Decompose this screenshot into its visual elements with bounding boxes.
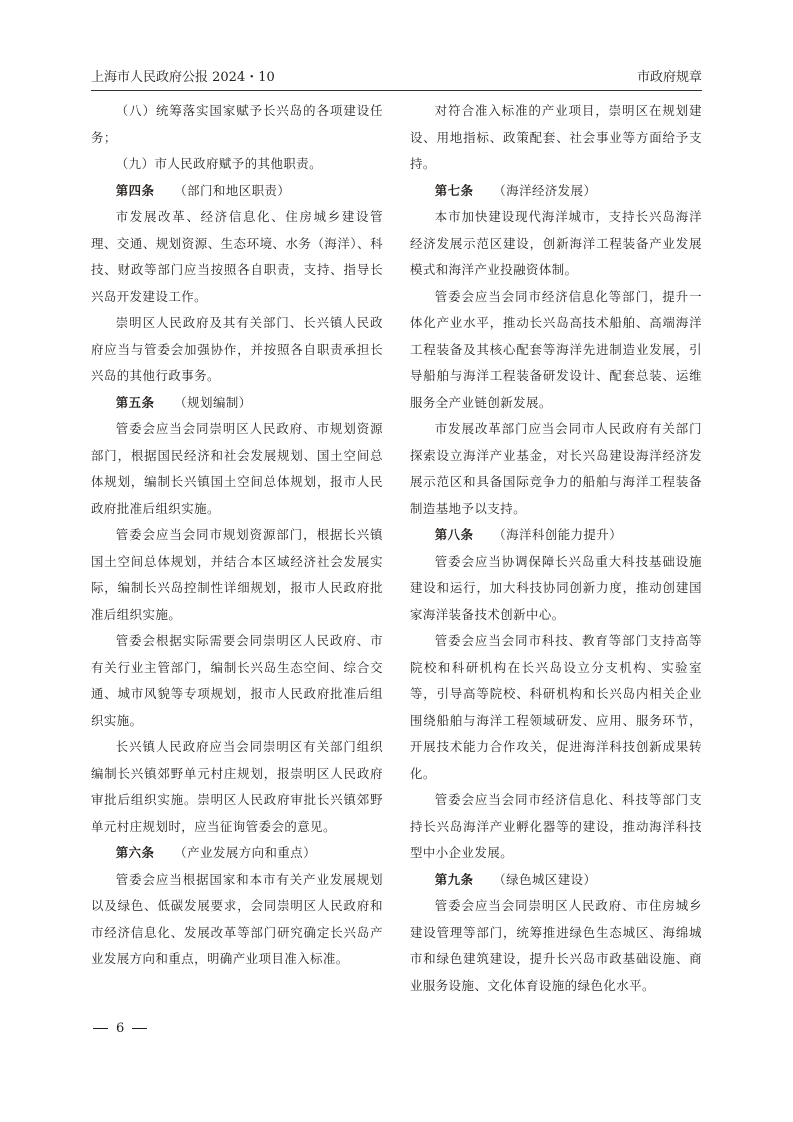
article-title: （规划编制） (174, 394, 252, 410)
paragraph: 管委会应当会同市经济信息化、科技等部门支持长兴岛海洋产业孵化器等的建设，推动海洋科技型中小企业发展。 (410, 792, 702, 860)
paragraph: 管委会根据实际需要会同崇明区人民政府、市有关行业主管部门，编制长兴岛生态空间、综合交通、城市风貌等专项规划，报市人民政府批准后组织实施。 (91, 633, 383, 728)
paragraph: 管委会应当会同市经济信息化等部门，提升一体化产业水平，推动长兴岛高技术船舶、高端海洋工程装备及其核心配套等海洋先进制造业发展，引导船舶与海洋工程装备研发设计、配套总装、运维服务全产业链创新发展。 (410, 288, 702, 410)
article-label: 第七条 (434, 182, 474, 198)
article-heading (410, 178, 702, 205)
paragraph: 崇明区人民政府及其有关部门、长兴镇人民政府应当与管委会加强协作，并按照各自职责承担长兴岛的其他行政事务。 (91, 315, 383, 383)
article-title: （产业发展方向和重点） (174, 845, 317, 860)
right-column (410, 98, 702, 999)
paragraph: 管委会应当会同崇明区人民政府、市住房城乡建设管理等部门，统筹推进绿色生态城区、海绵城市和绿色建筑建设，提升长兴岛市政基础设施、商业服务设施、文化体育设施的绿色化水平。 (410, 898, 702, 993)
article-title: （绿色城区建设） (493, 871, 597, 887)
article-label: 第四条 (115, 182, 155, 198)
paragraph: 对符合准入标准的产业项目，崇明区在规划建设、用地指标、政策配套、社会事业等方面给予支持。 (410, 103, 702, 171)
article-heading (410, 522, 702, 549)
article-title: （海洋科创能力提升） (493, 527, 623, 542)
page-header (91, 66, 702, 88)
paragraph: 管委会应当会同崇明区人民政府、市规划资源部门，根据国民经济和社会发展规划、国土空间总体规划，编制长兴镇国土空间总体规划，报市人民政府批准后组织实施。 (91, 421, 383, 516)
paragraph: 管委会应当根据国家和本市有关产业发展规划以及绿色、低碳发展要求，会同崇明区人民政府和市经济信息化、发展改革等部门研究确定长兴岛产业发展方向和重点，明确产业项目准入标准。 (91, 871, 383, 966)
article-heading (410, 867, 702, 894)
paragraph: 市发展改革部门应当会同市人民政府有关部门探索设立海洋产业基金，对长兴岛建设海洋经济发展示范区和具备国际竞争力的船舶与海洋工程装备制造基地予以支持。 (410, 421, 702, 516)
paragraph: 管委会应当协调保障长兴岛重大科技基础设施建设和运行，加大科技协同创新力度，推动创建国家海洋装备技术创新中心。 (410, 553, 702, 622)
article-label: 第八条 (434, 527, 474, 542)
article-title: （海洋经济发展） (493, 182, 597, 198)
page-footer (93, 1021, 147, 1036)
footer-dash-left (93, 1028, 108, 1029)
article-heading (91, 390, 383, 417)
article-label: 第六条 (115, 845, 155, 860)
article-heading (91, 840, 383, 867)
paragraph: （九）市人民政府赋予的其他职责。 (115, 156, 323, 171)
article-heading (91, 178, 383, 205)
paragraph: 管委会应当会同市科技、教育等部门支持高等院校和科研机构在长兴岛设立分支机构、实验室等，引导高等院校、科研机构和长兴岛内相关企业围绕船舶与海洋工程领域研发、应用、服务环节，开展技术能力合作攻关，促进海洋科技创新成果转化。 (410, 633, 702, 781)
left-column (91, 98, 383, 973)
page-number: 6 (116, 1021, 125, 1036)
header-rule (91, 90, 702, 91)
paragraph: 市发展改革、经济信息化、住房城乡建设管理、交通、规划资源、生态环境、水务（海洋）、科技、财政等部门应当按照各自职责，支持、指导长兴岛开发建设工作。 (91, 209, 383, 304)
journal-title: 上海市人民政府公报 2024・10 (91, 70, 275, 85)
paragraph: 管委会应当会同市规划资源部门，根据长兴镇国土空间总体规划，并结合本区域经济社会发展实际，编制长兴岛控制性详细规划，报市人民政府批准后组织实施。 (91, 527, 383, 622)
section-title: 市政府规章 (636, 70, 702, 85)
article-label: 第九条 (434, 871, 474, 887)
paragraph: （八）统筹落实国家赋予长兴岛的各项建设任务； (91, 103, 383, 145)
paragraph: 本市加快建设现代海洋城市，支持长兴岛海洋经济发展示范区建设，创新海洋工程装备产业发展模式和海洋产业投融资体制。 (410, 209, 702, 277)
paragraph: 长兴镇人民政府应当会同崇明区有关部门组织编制长兴镇郊野单元村庄规划，报崇明区人民政府审批后组织实施。崇明区人民政府审批长兴镇郊野单元村庄规划时，应当征询管委会的意见。 (91, 739, 383, 834)
article-title: （部门和地区职责） (174, 182, 291, 198)
article-label: 第五条 (115, 394, 155, 410)
footer-dash-right (132, 1028, 147, 1029)
